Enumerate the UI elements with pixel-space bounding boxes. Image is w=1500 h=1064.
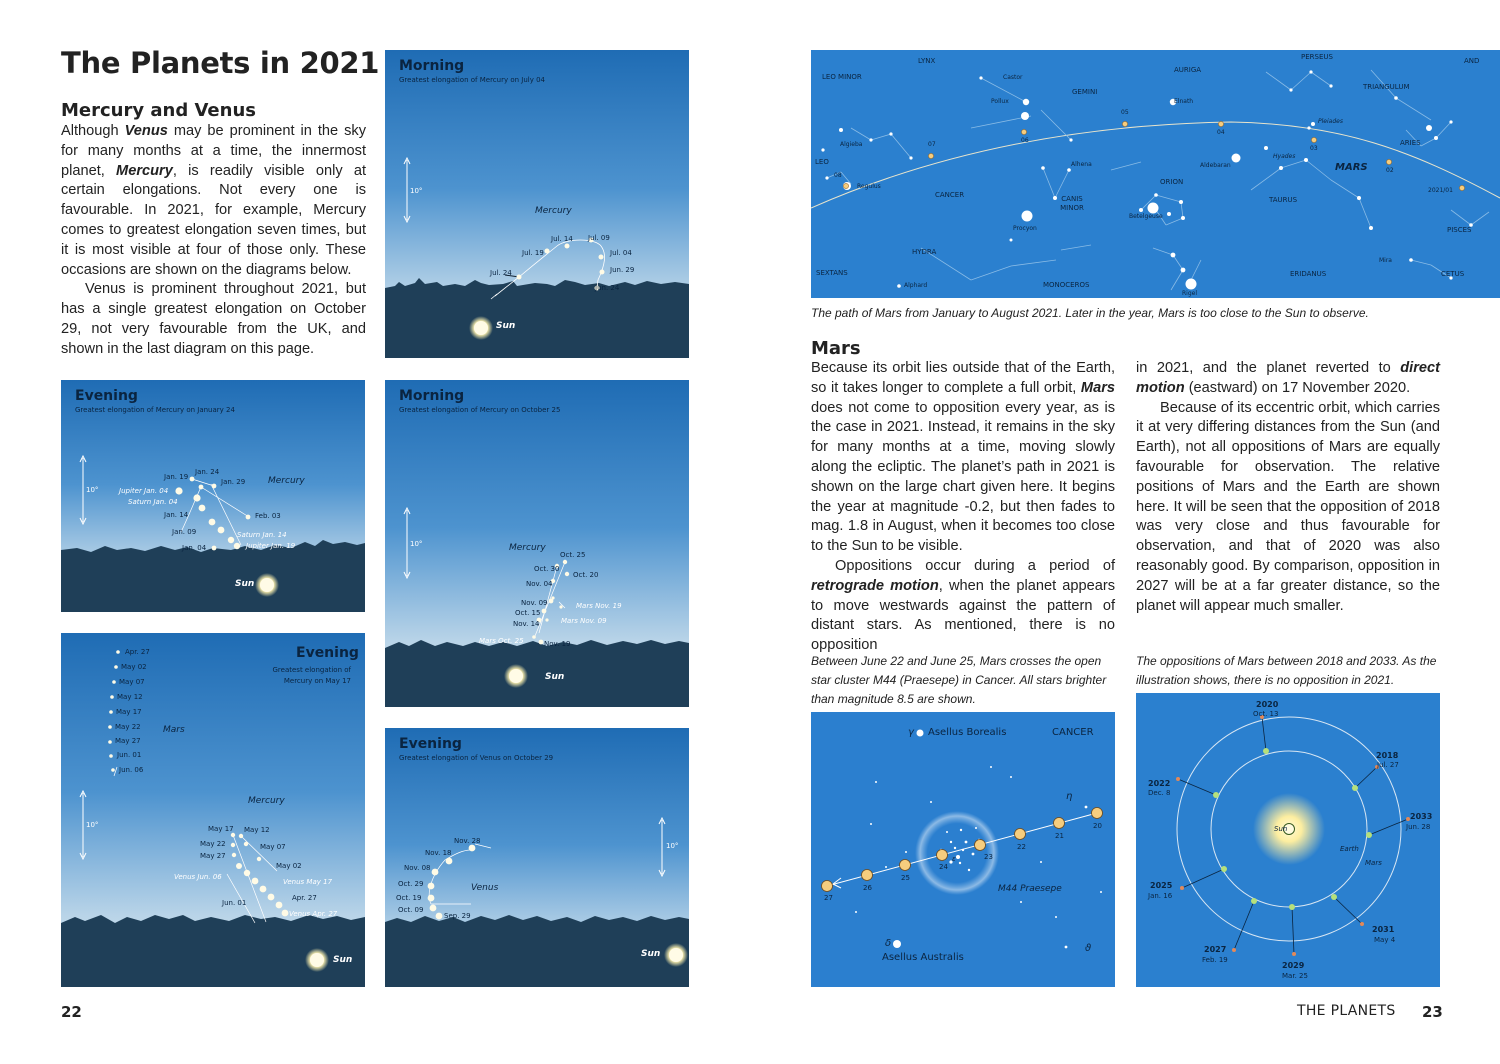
- greek-label: η: [1066, 791, 1073, 802]
- date-label: May 27: [200, 852, 226, 860]
- date-label: May 22: [200, 840, 226, 848]
- date-label: Venus May 17: [283, 878, 333, 886]
- sun-label: Sun: [545, 672, 565, 682]
- orbit-chart-caption: The oppositions of Mars between 2018 and 2033. As the illustration shows, there is no opposition in 2021.: [1136, 654, 1437, 687]
- panel-subtitle: Greatest elongation of Mercury on January 24: [75, 406, 235, 414]
- star-label: Regulus: [857, 183, 881, 190]
- mars-date: Apr. 27: [125, 648, 150, 656]
- opposition-year: 2020: [1256, 700, 1279, 709]
- date-label: May 07: [260, 843, 286, 851]
- constellation-label: CETUS: [1441, 270, 1465, 278]
- mars-orbit-chart: [1136, 693, 1440, 987]
- date-label: Jul. 24: [490, 269, 512, 277]
- star-label: Alphard: [904, 282, 928, 289]
- date-label: Nov. 04: [526, 580, 553, 588]
- constellation-label: GEMINI: [1072, 88, 1098, 96]
- mars-date: May 12: [117, 693, 143, 701]
- constellation-label: HYDRA: [912, 248, 937, 256]
- star-label: Pollux: [991, 98, 1009, 105]
- panel-subtitle: Greatest elongation of Mercury on October 25: [399, 406, 561, 414]
- day-label: 20: [1093, 822, 1102, 830]
- opposition-date: Jul. 27: [1377, 761, 1399, 769]
- date-label: Nov. 18: [425, 849, 452, 857]
- star-label: Castor: [1003, 74, 1023, 81]
- planet-label: Mercury: [248, 796, 285, 806]
- date-label: Oct. 30: [534, 565, 560, 573]
- mars-label: MARS: [1335, 162, 1368, 173]
- mars-label: Mars: [163, 725, 185, 735]
- mars-date: May 27: [115, 737, 141, 745]
- constellation-label: AURIGA: [1174, 66, 1202, 74]
- date-label: Nov. 14: [513, 620, 540, 628]
- path-label: 03: [1310, 145, 1318, 152]
- opposition-date: Oct. 13: [1253, 710, 1279, 718]
- star-label: Alhena: [1071, 161, 1092, 168]
- star-chart-caption: The path of Mars from January to August 2021. Later in the year, Mars is too close to the Sun to observe.: [811, 306, 1369, 320]
- panel-evening-venus: [385, 728, 689, 987]
- date-label: Saturn Jan. 14: [237, 531, 287, 539]
- opposition-year: 2018: [1376, 751, 1399, 760]
- sun-label: Sun: [496, 321, 516, 331]
- opposition-date: May 4: [1374, 936, 1396, 944]
- mars-date: May 22: [115, 723, 141, 731]
- date-label: Nov. 19: [544, 640, 571, 648]
- mars-heading: Mars: [811, 338, 861, 359]
- constellation-label: PISCES: [1447, 226, 1472, 234]
- path-label: 07: [928, 141, 936, 148]
- date-label: May 02: [276, 862, 302, 870]
- panel-title: Evening: [399, 736, 462, 752]
- constellation-label: CANCER: [1052, 727, 1094, 738]
- opposition-year: 2025: [1150, 881, 1173, 890]
- panel-title: Evening: [296, 645, 359, 661]
- date-label: Apr. 27: [292, 894, 317, 902]
- star-label: Aldebaran: [1200, 162, 1231, 169]
- greek-label: ε: [952, 855, 956, 863]
- date-label: Jul. 19: [522, 249, 544, 257]
- page-number-left: 22: [61, 1003, 82, 1021]
- opposition-date: Dec. 8: [1148, 789, 1171, 797]
- day-label: 27: [824, 894, 833, 902]
- mercury-venus-heading: Mercury and Venus: [61, 100, 256, 121]
- constellation-label: CANIS MINOR: [1060, 195, 1084, 212]
- sun-label: Sun: [235, 579, 255, 589]
- cancer-m44-chart: [811, 712, 1115, 987]
- greek-label: γ: [908, 727, 914, 738]
- day-label: 26: [863, 884, 872, 892]
- earth-label: Earth: [1340, 845, 1359, 853]
- sun-label: Sun: [1274, 825, 1288, 833]
- date-label: Jun. 01: [222, 899, 247, 907]
- mars-label: Mars: [1365, 859, 1382, 867]
- date-label: Sep. 29: [444, 912, 471, 920]
- date-label: Venus Jun. 06: [174, 873, 222, 881]
- date-label: Oct. 19: [396, 894, 422, 902]
- path-label: 08: [834, 172, 842, 179]
- panel-title: Evening: [75, 388, 138, 404]
- date-label: Jun. 29: [610, 266, 635, 274]
- date-label: Mars Nov. 09: [561, 617, 607, 625]
- panel-evening-may: [61, 633, 365, 987]
- sun-label: Sun: [641, 949, 661, 959]
- day-label: 22: [1017, 843, 1026, 851]
- cluster-label: M44 Praesepe: [998, 884, 1062, 894]
- constellation-label: LEO: [815, 158, 829, 166]
- star-label: Hyades: [1273, 153, 1296, 160]
- panel-title: Morning: [399, 58, 465, 74]
- mercury-venus-text: Although Venus may be prominent in the sky for many months at a time, the innermost planet, Mercury, is readily visible only at certain elongations. Not every one is favourable. In 2021, for example, Mercury comes to greatest elongation seven times, but it is most visible at four of those only. These occasions are shown on the diagrams below. Venus is prominent throughout 2021, but has a single greatest elongation on October 29, not very favourable from the UK, and shown in the last diagram on this page.: [61, 123, 367, 357]
- constellation-label: CANCER: [935, 191, 965, 199]
- scale-label: 10°: [410, 540, 423, 548]
- date-label: Oct. 20: [573, 571, 599, 579]
- date-label: Jul. 09: [588, 234, 610, 242]
- planet-label: Venus: [471, 883, 499, 893]
- date-label: May 17: [208, 825, 234, 833]
- page-title: The Planets in 2021: [61, 46, 380, 80]
- date-label: Jul. 04: [610, 249, 632, 257]
- star-label: Pleiades: [1318, 118, 1343, 125]
- running-head: THE PLANETS: [1297, 1003, 1396, 1019]
- date-label: Saturn Jan. 04: [128, 498, 178, 506]
- constellation-label: ARIES: [1400, 139, 1421, 147]
- constellation-label: MONOCEROS: [1043, 281, 1090, 289]
- panel-subtitle: Greatest elongation of Mercury on May 17: [272, 666, 351, 685]
- date-label: Oct. 15: [515, 609, 541, 617]
- date-label: Jupiter Jan. 19: [246, 542, 296, 550]
- page-number-right: 23: [1422, 1003, 1443, 1021]
- planet-label: Mercury: [509, 543, 546, 553]
- opposition-year: 2022: [1148, 779, 1171, 788]
- star-label: Procyon: [1013, 225, 1037, 232]
- path-label: 05: [1121, 109, 1129, 116]
- mars-text-right: in 2021, and the planet reverted to direct motion (eastward) on 17 November 2020. Because of its eccentric orbit, which carries it at very differing distances from the Sun (and Earth), not all oppositions of Mars are equally favourable for observation. The relative positions of Mars and the Earth are shown here. It will be seen that the opposition of 2018 was very close and thus favourable for observation, and that of 2020 was also reasonably good. By comparison, opposition in 2027 will be at a far greater distance, so the planet will appear much smaller.: [1136, 360, 1440, 614]
- day-label: 25: [901, 874, 910, 882]
- constellation-label: LYNX: [918, 57, 936, 65]
- planet-label: Mercury: [268, 476, 305, 486]
- constellation-label: TAURUS: [1269, 196, 1298, 204]
- date-label: Nov. 09: [521, 599, 548, 607]
- date-label: Oct. 25: [560, 551, 586, 559]
- date-label: Jan. 29: [221, 478, 246, 486]
- star-label: Mira: [1379, 257, 1392, 264]
- constellation-label: ORION: [1160, 178, 1184, 186]
- greek-label: δ: [885, 938, 892, 949]
- date-label: Nov. 28: [454, 837, 481, 845]
- star-label: Algieba: [840, 141, 863, 148]
- date-label: Jan. 19: [164, 473, 189, 481]
- opposition-date: Mar. 25: [1282, 972, 1308, 980]
- date-label: May 12: [244, 826, 270, 834]
- opposition-date: Jun. 28: [1406, 823, 1431, 831]
- constellation-label: AND: [1464, 57, 1480, 65]
- date-label: Jan. 14: [164, 511, 189, 519]
- date-label: Jan. 24: [195, 468, 220, 476]
- panel-morning-october: [385, 380, 689, 707]
- panel-subtitle: Greatest elongation of Venus on October 29: [399, 754, 554, 762]
- opposition-year: 2033: [1410, 812, 1433, 821]
- constellation-label: LEO MINOR: [822, 73, 862, 81]
- date-label: Oct. 09: [398, 906, 424, 914]
- cancer-chart-caption: Between June 22 and June 25, Mars crosses the open star cluster M44 (Praesepe) in Cancer. All stars brighter than magnitude 8.5 are shown.: [811, 654, 1107, 706]
- date-label: Jan. 09: [172, 528, 197, 536]
- constellation-label: PERSEUS: [1301, 53, 1333, 61]
- date-label: Jul. 14: [551, 235, 573, 243]
- date-label: Jan. 04: [182, 544, 207, 552]
- mars-date: Jun. 01: [117, 751, 142, 759]
- opposition-year: 2031: [1372, 925, 1395, 934]
- date-label: Jun. 24: [595, 284, 620, 292]
- mars-date: May 17: [116, 708, 142, 716]
- path-label: 2021/01: [1428, 187, 1453, 194]
- asellus-australis-label: Asellus Australis: [882, 952, 964, 963]
- path-label: 06: [1021, 137, 1029, 144]
- date-label: Mars Nov. 19: [576, 602, 622, 610]
- date-label: Feb. 03: [255, 512, 281, 520]
- mars-date: May 07: [119, 678, 145, 686]
- panel-morning-july: [385, 50, 689, 358]
- constellation-label: ERIDANUS: [1290, 270, 1327, 278]
- path-label: 02: [1386, 167, 1394, 174]
- mars-text-left: Because its orbit lies outside that of the Earth, so it takes longer to complete a full orbit, Mars does not come to opposition every year, as is the case in 2021. Instead, it remains in the sky for many months at a time, moving slowly along the ecliptic. The planet’s path in 2021 is shown on the large chart given here. It begins the year at magnitude -0.2, but then fades to mag. 1.8 in August, when it becomes too close to the Sun to be visible. Oppositions occur during a period of retrograde motion, when the planet appears to move westwards against the pattern of distant stars. As mentioned, there is no opposition: [811, 360, 1116, 654]
- scale-label: 10°: [86, 821, 99, 829]
- panel-title: Morning: [399, 388, 465, 404]
- mars-date: May 02: [121, 663, 147, 671]
- sun-label: Sun: [333, 955, 353, 965]
- asellus-borealis-label: Asellus Borealis: [928, 727, 1007, 738]
- opposition-year: 2027: [1204, 945, 1227, 954]
- opposition-date: Jan. 16: [1148, 892, 1173, 900]
- day-label: 21: [1055, 832, 1064, 840]
- panel-subtitle: Greatest elongation of Mercury on July 04: [399, 76, 545, 84]
- star-label: Elnath: [1174, 98, 1194, 105]
- opposition-date: Feb. 19: [1202, 956, 1228, 964]
- greek-label: ϑ: [1085, 943, 1092, 954]
- planet-label: Mercury: [535, 206, 572, 216]
- star-label: Betelgeuse: [1129, 213, 1163, 220]
- scale-label: 10°: [410, 187, 423, 195]
- date-label: Nov. 08: [404, 864, 431, 872]
- mars-date: Jun. 06: [119, 766, 144, 774]
- date-label: Jupiter Jan. 04: [119, 487, 169, 495]
- date-label: Mars Oct. 25: [479, 637, 524, 645]
- day-label: 23: [984, 853, 993, 861]
- panel-evening-january: [61, 380, 365, 612]
- path-label: 04: [1217, 129, 1225, 136]
- date-label: Venus Apr. 27: [289, 910, 338, 918]
- constellation-label: TRIANGULUM: [1363, 83, 1410, 91]
- opposition-year: 2029: [1282, 961, 1305, 970]
- scale-label: 10°: [666, 842, 679, 850]
- scale-label: 10°: [86, 486, 99, 494]
- constellation-label: SEXTANS: [816, 269, 848, 277]
- date-label: Oct. 29: [398, 880, 424, 888]
- day-label: 24: [939, 863, 948, 871]
- star-label: Rigel: [1182, 290, 1198, 297]
- mars-path-star-chart: [811, 50, 1500, 298]
